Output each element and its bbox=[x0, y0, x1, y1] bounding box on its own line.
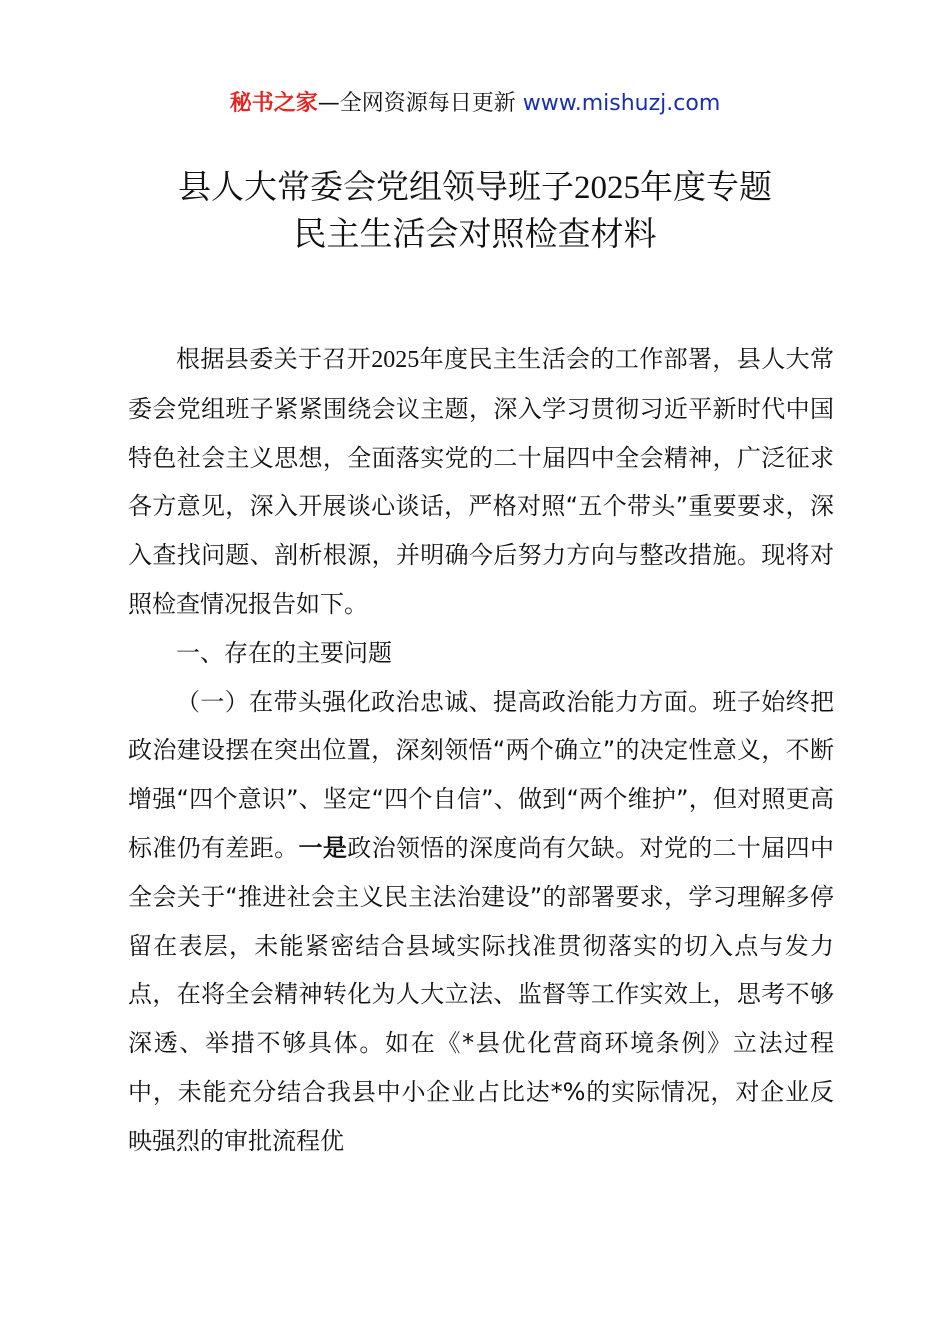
bold-lead: 一是 bbox=[298, 833, 348, 862]
site-url-link[interactable]: www.mishuzj.com bbox=[522, 91, 721, 116]
title-line-1: 县人大常委会党组领导班子2025年度专题 bbox=[178, 167, 772, 206]
site-header bbox=[0, 88, 950, 120]
subsection-paragraph-1: （一）在带头强化政治忠诚、提高政治能力方面。班子始终把政治建设摆在突出位置，深刻领悟“两个确立”的决定性意义，不断增强“四个意识”、坚定“四个自信”、做到“两个维护”，但对照更高标准仍有差距。一是政治领悟的深度尚有欠缺。对党的二十届四中全会关于“推进社会主义民主法治建设”的部署要求，学习理解多停留在表层，未能紧密结合县域实际找准贯彻落实的切入点与发力点，在将全会精神转化为人大立法、监督等工作实效上，思考不够深透、举措不够具体。如在《*县优化营商环境条例》立法过程中，未能充分结合我县中小企业占比达*%的实际情况，对企业反映强烈的审批流程优 bbox=[128, 687, 835, 1155]
site-tagline: —全网资源每日更新 bbox=[317, 91, 516, 116]
title-line-2: 民主生活会对照检查材料 bbox=[293, 214, 657, 253]
section-heading-1: 一、存在的主要问题 bbox=[176, 638, 392, 667]
intro-paragraph: 根据县委关于召开2025年度民主生活会的工作部署，县人大常委会党组班子紧紧围绕会议主题，深入学习贯彻习近平新时代中国特色社会主义思想，全面落实党的二十届四中全会精神，广泛征求各方意见，深入开展谈心谈话，严格对照“五个带头”重要要求，深入查找问题、剖析根源，并明确今后努力方向与整改措施。现将对照检查情况报告如下。 bbox=[128, 345, 835, 618]
document-body bbox=[128, 335, 834, 1166]
document-title bbox=[100, 164, 850, 257]
site-brand: 秘书之家 bbox=[229, 91, 318, 116]
